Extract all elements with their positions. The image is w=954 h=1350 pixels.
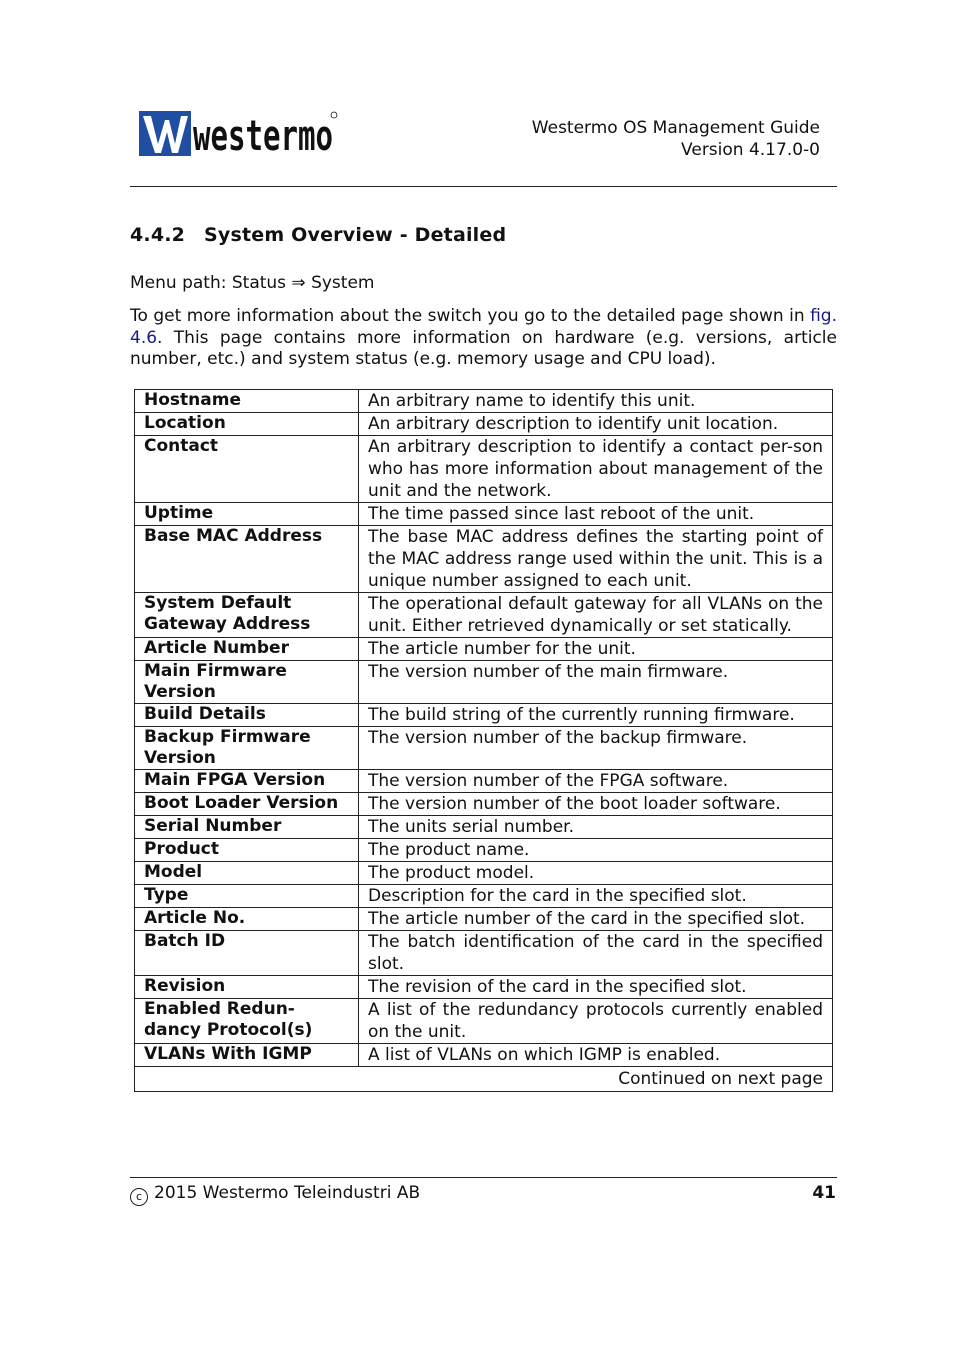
continued-note: Continued on next page: [135, 1067, 833, 1092]
field-description: The version number of the backup firmware.: [359, 727, 833, 770]
copyright-icon: c: [130, 1188, 148, 1206]
copyright-text: 2015 Westermo Teleindustri AB: [154, 1183, 421, 1203]
table-row: [135, 638, 833, 661]
intro-paragraph: [130, 306, 837, 371]
field-name: Type: [135, 885, 359, 908]
table-row: [135, 839, 833, 862]
field-description: The revision of the card in the specified slot.: [359, 976, 833, 999]
field-name: Backup Firmware Version: [135, 727, 359, 770]
field-name: System Default Gateway Address: [135, 593, 359, 638]
header-rule: [130, 186, 837, 187]
field-description: The build string of the currently running firmware.: [359, 704, 833, 727]
field-description: The operational default gateway for all VLANs on the unit. Either retrieved dynamically or set statically.: [359, 593, 833, 638]
table-row: [135, 727, 833, 770]
table-row: [135, 503, 833, 526]
field-description: The version number of the boot loader software.: [359, 793, 833, 816]
field-description: A list of the redundancy protocols currently enabled on the unit.: [359, 999, 833, 1044]
section-title: System Overview - Detailed: [204, 224, 507, 246]
field-name: Boot Loader Version: [135, 793, 359, 816]
field-description: An arbitrary description to identify a contact per-son who has more information about management of the unit and the network.: [359, 436, 833, 503]
field-name: Contact: [135, 436, 359, 503]
field-description: The units serial number.: [359, 816, 833, 839]
guide-version: Version 4.17.0-0: [681, 140, 820, 160]
field-description: Description for the card in the specified slot.: [359, 885, 833, 908]
page-number: 41: [812, 1183, 836, 1203]
menu-path: Menu path: Status ⇒ System: [130, 273, 375, 293]
field-name: Main FPGA Version: [135, 770, 359, 793]
field-name: Build Details: [135, 704, 359, 727]
table-row: [135, 593, 833, 638]
table-row: [135, 793, 833, 816]
document-header: [532, 117, 820, 161]
guide-title: Westermo OS Management Guide: [531, 118, 820, 138]
table-row: [135, 931, 833, 976]
field-description: The product name.: [359, 839, 833, 862]
table-row: [135, 1044, 833, 1067]
logo-wordmark: westermo: [193, 111, 333, 160]
continued-row: [135, 1067, 833, 1092]
field-name: Uptime: [135, 503, 359, 526]
field-description: The version number of the main firmware.: [359, 661, 833, 704]
intro-text-end: . This page contains more information on hardware (e.g. versions, article number, etc.) and system status (e.g. memory usage and CPU load).: [130, 327, 837, 369]
field-name: Serial Number: [135, 816, 359, 839]
field-description: The version number of the FPGA software.: [359, 770, 833, 793]
field-name: Model: [135, 862, 359, 885]
definitions-table: [134, 389, 833, 1092]
field-name: Product: [135, 839, 359, 862]
table-row: [135, 390, 833, 413]
table-row: [135, 816, 833, 839]
table-row: [135, 908, 833, 931]
footer-rule: [130, 1177, 837, 1178]
field-name: Article Number: [135, 638, 359, 661]
field-description: The article number for the unit.: [359, 638, 833, 661]
figure-link[interactable]: fig. 4.6: [130, 306, 837, 348]
table-row: [135, 526, 833, 593]
field-description: A list of VLANs on which IGMP is enabled.: [359, 1044, 833, 1067]
section-heading: [130, 224, 506, 246]
field-name: VLANs With IGMP: [135, 1044, 359, 1067]
field-name: Main Firmware Version: [135, 661, 359, 704]
westermo-logo: [139, 110, 339, 158]
table-row: [135, 436, 833, 503]
table-row: [135, 976, 833, 999]
field-description: An arbitrary description to identify unit location.: [359, 413, 833, 436]
table-row: [135, 770, 833, 793]
intro-text-start: To get more information about the switch you go to the detailed page shown in: [130, 306, 811, 326]
field-name: Enabled Redun-dancy Protocol(s): [135, 999, 359, 1044]
field-name: Revision: [135, 976, 359, 999]
table-row: [135, 661, 833, 704]
table-row: [135, 413, 833, 436]
table-row: [135, 885, 833, 908]
field-name: Location: [135, 413, 359, 436]
field-description: The time passed since last reboot of the unit.: [359, 503, 833, 526]
field-name: Batch ID: [135, 931, 359, 976]
field-description: The product model.: [359, 862, 833, 885]
table-row: [135, 704, 833, 727]
table-row: [135, 999, 833, 1044]
footer-copyright: [130, 1183, 420, 1206]
field-name: Hostname: [135, 390, 359, 413]
field-description: The base MAC address defines the starting point of the MAC address range used within the unit. This is a unique number assigned to each unit.: [359, 526, 833, 593]
field-description: The batch identification of the card in the specified slot.: [359, 931, 833, 976]
field-name: Base MAC Address: [135, 526, 359, 593]
field-description: The article number of the card in the specified slot.: [359, 908, 833, 931]
section-number: 4.4.2: [130, 224, 186, 246]
table-row: [135, 862, 833, 885]
field-description: An arbitrary name to identify this unit.: [359, 390, 833, 413]
field-name: Article No.: [135, 908, 359, 931]
